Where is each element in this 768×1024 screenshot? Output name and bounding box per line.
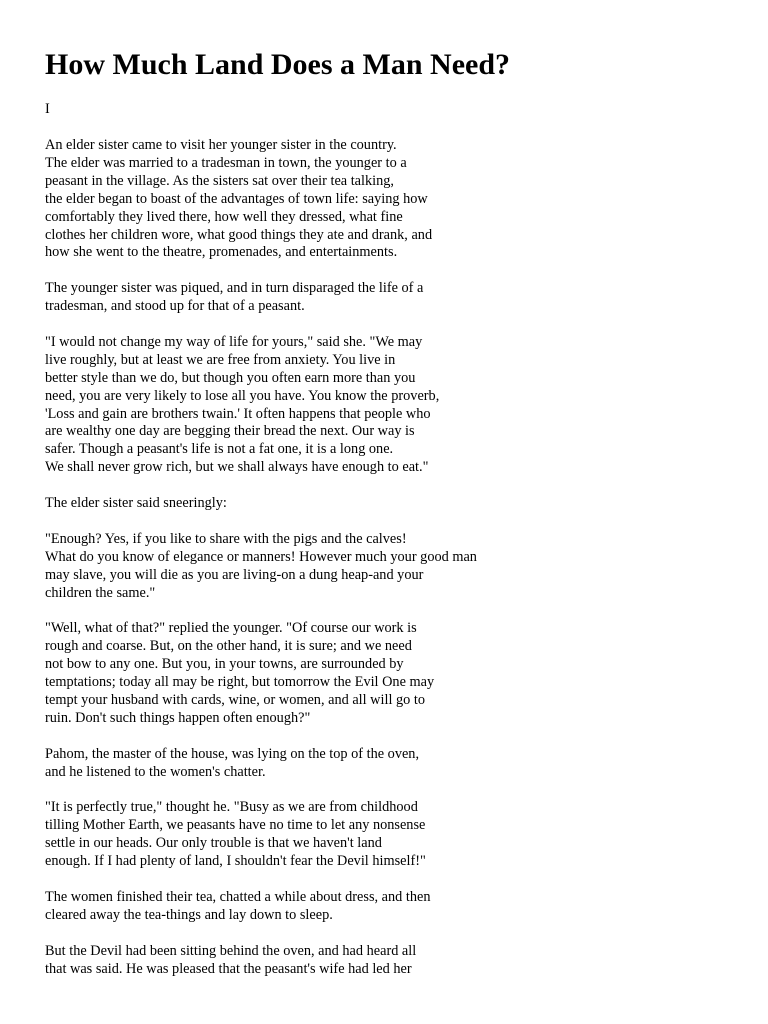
text-line: 'Loss and gain are brothers twain.' It often happens that people who xyxy=(45,405,431,422)
paragraph xyxy=(45,620,745,727)
text-line: temptations; today all may be right, but tomorrow the Evil One may xyxy=(45,674,435,691)
chapter-number: I xyxy=(45,101,50,117)
text-line: The women finished their tea, chatted a while about dress, and then xyxy=(45,888,431,905)
text-line: enough. If I had plenty of land, I shouldn't fear the Devil himself!" xyxy=(45,853,426,870)
text-line: may slave, you will die as you are living-on a dung heap-and your xyxy=(45,566,424,583)
text-line: But the Devil had been sitting behind the oven, and had heard all xyxy=(45,942,417,959)
paragraph xyxy=(45,943,745,979)
text-line: "It is perfectly true," thought he. "Busy as we are from childhood xyxy=(45,799,418,816)
text-line: "I would not change my way of life for yours," said she. "We may xyxy=(45,333,423,350)
text-line: We shall never grow rich, but we shall always have enough to eat." xyxy=(45,459,429,476)
text-line: better style than we do, but though you often earn more than you xyxy=(45,369,416,386)
text-line: not bow to any one. But you, in your towns, are surrounded by xyxy=(45,656,404,673)
paragraph xyxy=(45,334,745,477)
paragraph xyxy=(45,746,745,782)
paragraph xyxy=(45,799,745,871)
text-line: settle in our heads. Our only trouble is that we haven't land xyxy=(45,835,382,852)
text-line: live roughly, but at least we are free from anxiety. You live in xyxy=(45,351,396,368)
text-line: Pahom, the master of the house, was lying on the top of the oven, xyxy=(45,745,420,762)
text-line: clothes her children wore, what good things they ate and drank, and xyxy=(45,226,433,243)
text-line: need, you are very likely to lose all you have. You know the proverb, xyxy=(45,387,440,404)
text-line: ruin. Don't such things happen often enough?" xyxy=(45,709,311,726)
paragraph xyxy=(45,889,745,925)
paragraph xyxy=(45,531,745,603)
paragraph xyxy=(45,137,745,262)
text-line: tradesman, and stood up for that of a peasant. xyxy=(45,298,305,315)
text-line: "Well, what of that?" replied the younger. "Of course our work is xyxy=(45,620,417,637)
document-body xyxy=(45,137,745,996)
text-line: comfortably they lived there, how well they dressed, what fine xyxy=(45,208,403,225)
text-line: that was said. He was pleased that the peasant's wife had led her xyxy=(45,960,412,977)
text-line: "Enough? Yes, if you like to share with the pigs and the calves! xyxy=(45,530,407,547)
text-line: how she went to the theatre, promenades, and entertainments. xyxy=(45,244,398,261)
text-line: The elder sister said sneeringly: xyxy=(45,495,227,512)
text-line: rough and coarse. But, on the other hand, it is sure; and we need xyxy=(45,638,412,655)
paragraph xyxy=(45,280,745,316)
text-line: What do you know of elegance or manners! However much your good man xyxy=(45,548,477,565)
text-line: cleared away the tea-things and lay down to sleep. xyxy=(45,906,333,923)
text-line: the elder began to boast of the advantages of town life: saying how xyxy=(45,190,428,207)
text-line: The elder was married to a tradesman in town, the younger to a xyxy=(45,154,407,171)
document-title: How Much Land Does a Man Need? xyxy=(45,48,511,81)
text-line: tilling Mother Earth, we peasants have no time to let any nonsense xyxy=(45,817,426,834)
text-line: tempt your husband with cards, wine, or women, and all will go to xyxy=(45,692,425,709)
text-line: The younger sister was piqued, and in turn disparaged the life of a xyxy=(45,280,424,297)
text-line: children the same." xyxy=(45,584,156,601)
text-line: are wealthy one day are begging their bread the next. Our way is xyxy=(45,423,415,440)
text-line: and he listened to the women's chatter. xyxy=(45,763,266,780)
text-line: An elder sister came to visit her younger sister in the country. xyxy=(45,137,397,153)
text-line: safer. Though a peasant's life is not a fat one, it is a long one. xyxy=(45,441,394,458)
paragraph xyxy=(45,495,745,513)
text-line: peasant in the village. As the sisters sat over their tea talking, xyxy=(45,172,394,189)
